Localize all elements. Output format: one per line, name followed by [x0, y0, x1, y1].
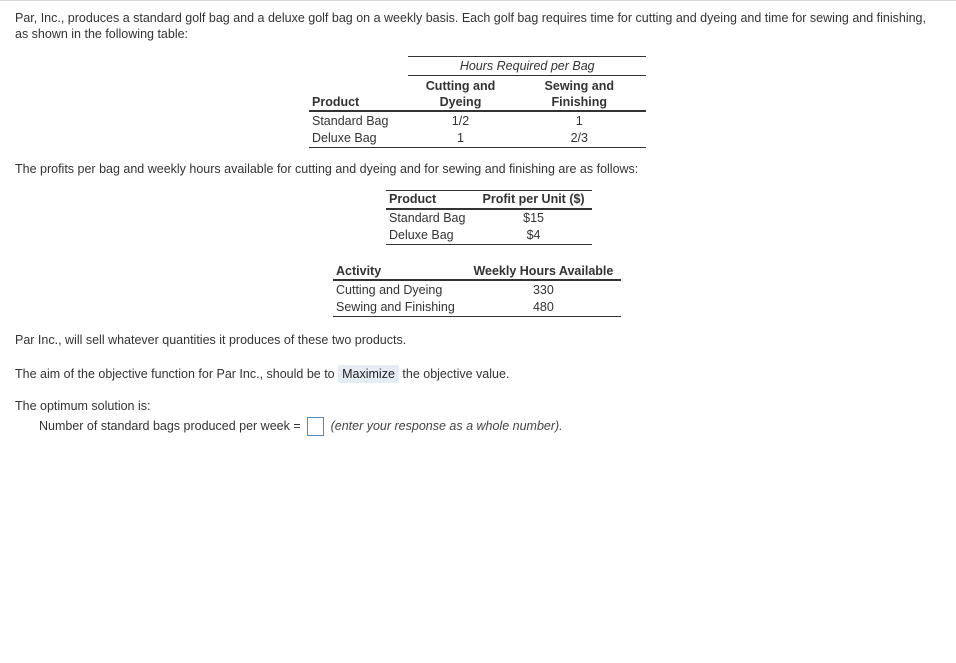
- intro-text: Par, Inc., produces a standard golf bag and a deluxe golf bag on a weekly basis. Each golf bag requires time for cutting and dyeing and time for sewing and finishing, as shown in the following table:: [15, 11, 926, 41]
- product-cell: Deluxe Bag: [309, 129, 408, 147]
- sewing-column-header: Sewing and Finishing: [513, 76, 646, 112]
- table-row: [333, 298, 621, 316]
- hours-cell: 330: [532, 282, 554, 297]
- objective-text-after: the objective value.: [402, 367, 510, 381]
- profit-cell: $4: [475, 227, 592, 245]
- profit-cell: $15: [523, 211, 544, 225]
- hours-available-table: [333, 262, 621, 317]
- cutting-cell: 1: [408, 129, 512, 147]
- profit-intro-text: The profits per bag and weekly hours available for cutting and dyeing and for sewing and finishing are as follows:: [15, 162, 639, 176]
- optimum-question: [39, 417, 563, 436]
- hours-cell: 480: [466, 298, 621, 316]
- profit-table: [386, 190, 592, 245]
- optimum-hint: (enter your response as a whole number).: [330, 418, 563, 433]
- optimum-label: The optimum solution is:: [15, 399, 151, 413]
- table-row: [333, 280, 621, 298]
- hours-required-header: Hours Required per Bag: [408, 57, 646, 76]
- product-column-header: Product: [309, 76, 408, 112]
- product-cell: Deluxe Bag: [386, 227, 475, 245]
- activity-cell: Sewing and Finishing: [333, 298, 466, 316]
- objective-answer[interactable]: Maximize: [338, 365, 399, 383]
- objective-question: [15, 365, 509, 383]
- objective-text-before: The aim of the objective function for Par Inc., should be to: [15, 367, 335, 381]
- sell-statement: Par Inc., will sell whatever quantities it produces of these two products.: [15, 333, 407, 347]
- sewing-cell: 1: [575, 113, 583, 128]
- activity-column-header: Activity: [333, 262, 466, 280]
- optimum-prompt: Number of standard bags produced per week =: [39, 418, 301, 433]
- product-cell: Standard Bag: [312, 113, 389, 128]
- top-divider: [0, 0, 956, 1]
- product-cell: Standard Bag: [389, 211, 466, 225]
- cutting-column-header: Cutting and Dyeing: [408, 76, 512, 112]
- standard-bags-input[interactable]: [307, 417, 324, 436]
- table-row: [386, 227, 592, 245]
- sewing-cell: 2/3: [513, 129, 646, 147]
- activity-cell: Cutting and Dyeing: [336, 282, 443, 297]
- table-row: [309, 111, 646, 129]
- table-row: [386, 209, 592, 227]
- table-row: [309, 129, 646, 147]
- hours-column-header: Weekly Hours Available: [466, 262, 621, 280]
- hours-required-table: [309, 56, 646, 148]
- profit-column-header: Profit per Unit ($): [475, 191, 592, 209]
- product-column-header: Product: [386, 191, 475, 209]
- cutting-cell: 1/2: [451, 113, 470, 128]
